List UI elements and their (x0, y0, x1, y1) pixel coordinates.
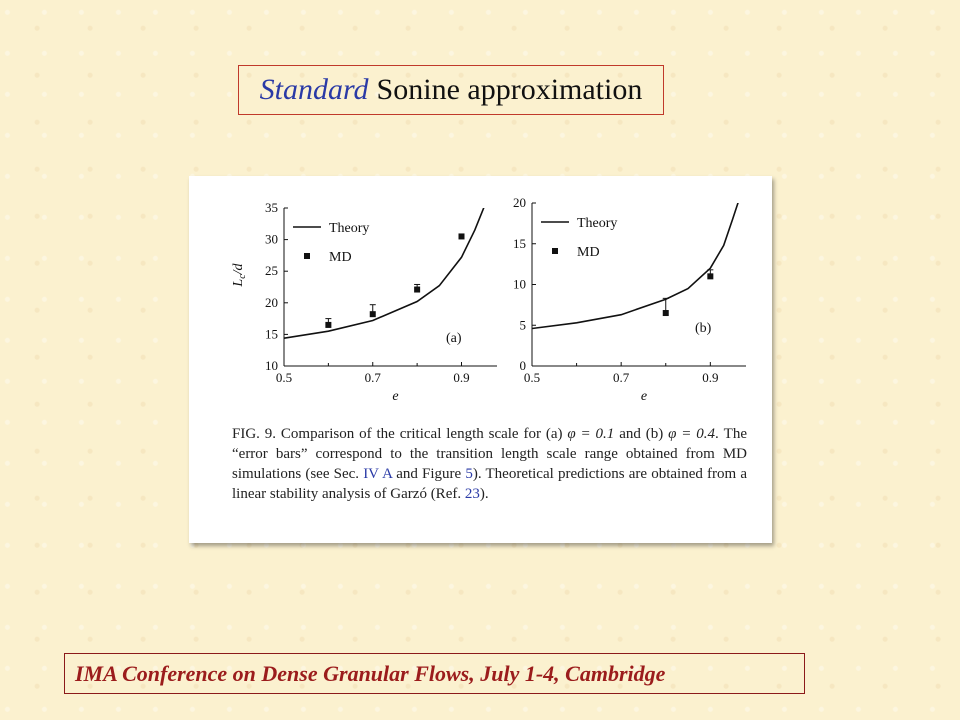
panel-a-md-point (459, 233, 465, 239)
caption-text-1: FIG. 9. Comparison of the critical length scale for (a) (232, 426, 568, 442)
panel-b-y-tick-label: 20 (513, 195, 526, 210)
slide-title-emphasis: Standard (259, 73, 369, 106)
panel-a-label: (a) (446, 331, 462, 346)
panel-b-legend-md-marker (552, 248, 558, 254)
panel-b-x-label: e (640, 389, 648, 404)
panel-a-y-tick-label: 15 (265, 326, 278, 342)
panel-b-y-tick-label: 5 (519, 317, 526, 333)
figure-charts (189, 176, 772, 426)
caption-phi-a: φ = 0.1 (567, 426, 615, 442)
caption-link-section[interactable]: IV A (363, 466, 393, 482)
panel-b-legend-theory-label: Theory (577, 216, 618, 231)
panel-b-theory-line (532, 199, 739, 329)
panel-a-legend-md-marker (304, 253, 310, 259)
caption-text-3: . The “error bars” correspond to the transition length scale range obtained from MD simulations (see Sec. (232, 426, 747, 482)
panel-b-x-tick-label: 0.5 (523, 370, 541, 385)
panel-a-y-tick-label: 25 (265, 263, 278, 279)
footer-banner (64, 653, 805, 694)
panel-a-x-tick-label: 0.9 (453, 370, 470, 385)
panel-a-y-tick-label: 30 (265, 231, 278, 247)
footer-text: IMA Conference on Dense Granular Flows, July 1-4, Cambridge (75, 660, 666, 686)
caption-phi-b: φ = 0.4 (668, 426, 716, 442)
panel-a-y-label: $L_c/d$ (231, 263, 248, 287)
panel-b-x-tick-label: 0.9 (702, 370, 719, 385)
panel-a-md-point (325, 322, 331, 328)
panel-b-x-tick-label: 0.7 (613, 370, 630, 385)
slide-title-rest: Sonine approximation (376, 73, 643, 106)
panel-a-x-tick-label: 0.5 (275, 370, 293, 385)
panel-a-y-tick-label: 20 (265, 294, 278, 310)
caption-text-4: and Figure (392, 466, 466, 482)
panel-a-y-tick-label: 35 (265, 200, 278, 215)
panel-b-legend-md-label: MD (577, 245, 600, 260)
panel-a-y-tick-label: 10 (265, 358, 278, 373)
slide-title (238, 65, 664, 115)
caption-text-6: ). (479, 486, 489, 502)
figure-panel (189, 176, 772, 543)
caption-text-2: and (b) (614, 426, 669, 442)
panel-a-md-point (370, 311, 376, 317)
caption-link-ref[interactable]: 23 (464, 486, 480, 502)
figure-caption (232, 424, 747, 504)
panel-a-legend-md-label: MD (329, 250, 352, 265)
caption-link-figure[interactable]: 5 (465, 466, 473, 482)
panel-a-md-point (414, 287, 420, 293)
panel-b-label: (b) (695, 321, 712, 336)
panel-b-md-point (707, 273, 713, 279)
panel-b-y-tick-label: 10 (513, 276, 526, 292)
panel-a-legend-theory-label: Theory (329, 221, 370, 236)
panel-b-y-tick-label: 15 (513, 235, 526, 251)
panel-a-x-label: e (392, 389, 399, 404)
panel-b-md-point (663, 310, 669, 316)
panel-b-y-tick-label: 0 (519, 358, 526, 373)
panel-a-theory-line (284, 189, 490, 338)
caption-text-5: ). Theoretical predictions are obtained from a linear stability analysis of Garzó (Ref. (232, 466, 747, 502)
panel-a-x-tick-label: 0.7 (364, 370, 381, 385)
